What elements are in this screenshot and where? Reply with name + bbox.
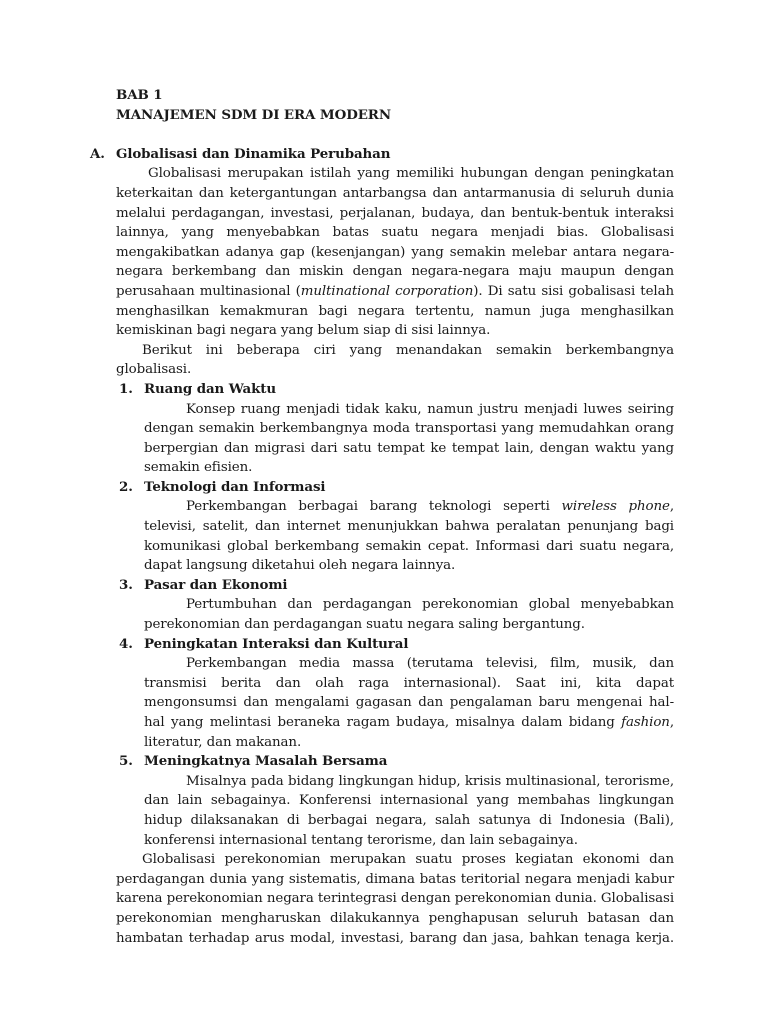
paragraph-text: , literatur, dan makanan.	[144, 715, 674, 750]
list-item-text: Pertumbuhan dan perdagangan perekonomian global menyebabkan perekonomian dan perdagangan suatu negara saling bergantung.	[144, 597, 674, 633]
list-item-text	[144, 654, 674, 752]
spacer	[116, 125, 674, 145]
document-body	[90, 86, 674, 948]
list-item-title	[119, 576, 674, 596]
italic-term: wireless phone	[561, 499, 670, 515]
italic-term: multinational corporation	[300, 283, 474, 299]
list-item-title	[119, 380, 674, 400]
list-item-title	[119, 752, 674, 772]
list-item-number: 3.	[119, 576, 133, 593]
list-item-title	[119, 635, 674, 655]
chapter-label: BAB 1	[116, 87, 163, 103]
closing-paragraph: Globalisasi perekonomian merupakan suatu proses kegiatan ekonomi dan perdagangan dunia yang sistematis, dimana batas teritorial negara menjadi kabur karena perekonomian negara terintegrasi dengan perekonomian dunia. Globalisasi perekonomian mengharuskan dilakukannya penghapusan seluruh batasan dan hambatan terhadap arus modal, investasi, barang dan jasa, bahkan tenaga kerja.	[116, 852, 674, 946]
list-item-number: 4.	[119, 635, 133, 652]
paragraph-text: , televisi, satelit, dan internet menunjukkan bahwa peralatan penunjang bagi komunikasi global berkembang semakin cepat. Informasi dari suatu negara, dapat langsung diketahui oleh negara lainnya.	[144, 499, 674, 574]
italic-term: fashion	[621, 715, 670, 730]
list-item-label: Meningkatnya Masalah Bersama	[144, 753, 388, 770]
feature-list	[119, 380, 674, 850]
list-item-label: Peningkatan Interaksi dan Kultural	[144, 635, 409, 652]
list-item-number: 1.	[119, 380, 133, 397]
paragraph-text: Perkembangan berbagai barang teknologi seperti	[186, 499, 562, 515]
list-item-number: 5.	[119, 753, 133, 770]
list-item-text: Misalnya pada bidang lingkungan hidup, krisis multinasional, terorisme, dan lain sebagainya. Konferensi internasional yang membahas lingkungan hidup dilaksanakan di berbagai negara, salah satunya di Indonesia (Bali), konferensi internasional tentang terorisme, dan lain sebagainya.	[144, 773, 674, 848]
intro-paragraph: Berikut ini beberapa ciri yang menandakan semakin berkembangnya globalisasi.	[116, 342, 674, 378]
section-marker: A.	[90, 145, 105, 162]
section-heading	[90, 145, 674, 165]
list-item-label: Ruang dan Waktu	[144, 380, 276, 397]
list-item-label: Teknologi dan Informasi	[144, 478, 326, 495]
paragraph-text: ). Di satu sisi gobalisasi telah menghasilkan kemakmuran bagi negara tertentu, namun juga menghasilkan kemiskinan bagi negara yang belum siap di sisi lainnya.	[116, 283, 674, 339]
list-item-label: Pasar dan Ekonomi	[144, 576, 288, 593]
list-item-title	[119, 478, 674, 498]
section-title: Globalisasi dan Dinamika Perubahan	[116, 145, 391, 162]
list-item-number: 2.	[119, 478, 133, 495]
chapter-title: MANAJEMEN SDM DI ERA MODERN	[116, 106, 391, 123]
list-item-text: Konsep ruang menjadi tidak kaku, namun justru menjadi luwes seiring dengan semakin berkembangnya moda transportasi yang memudahkan orang berpergian dan migrasi dari satu tempat ke tempat lain, dengan waktu yang semakin efisien.	[144, 401, 674, 476]
paragraph-text: Perkembangan media massa (terutama televisi, film, musik, dan transmisi berita dan olah raga internasional). Saat ini, kita dapat mengonsumsi dan mengalami gagasan dan pengalaman baru mengenai hal-hal yang melintasi beraneka ragam budaya, misalnya dalam bidang	[144, 656, 674, 730]
list-item-text	[144, 497, 674, 575]
paragraph	[116, 164, 674, 340]
paragraph-text: Globalisasi merupakan istilah yang memiliki hubungan dengan peningkatan keterkaitan dan ketergantungan antarbangsa dan antarmanusia di seluruh dunia melalui perdagangan, investasi, perjalanan, budaya, dan bentuk-bentuk interaksi lainnya, yang menyebabkan batas suatu negara menjadi bias. Globalisasi mengakibatkan adanya gap (kesenjangan) yang semakin melebar antara negara-negara berkembang dan miskin dengan negara-negara maju maupun dengan perusahaan multinasional (	[116, 166, 674, 299]
